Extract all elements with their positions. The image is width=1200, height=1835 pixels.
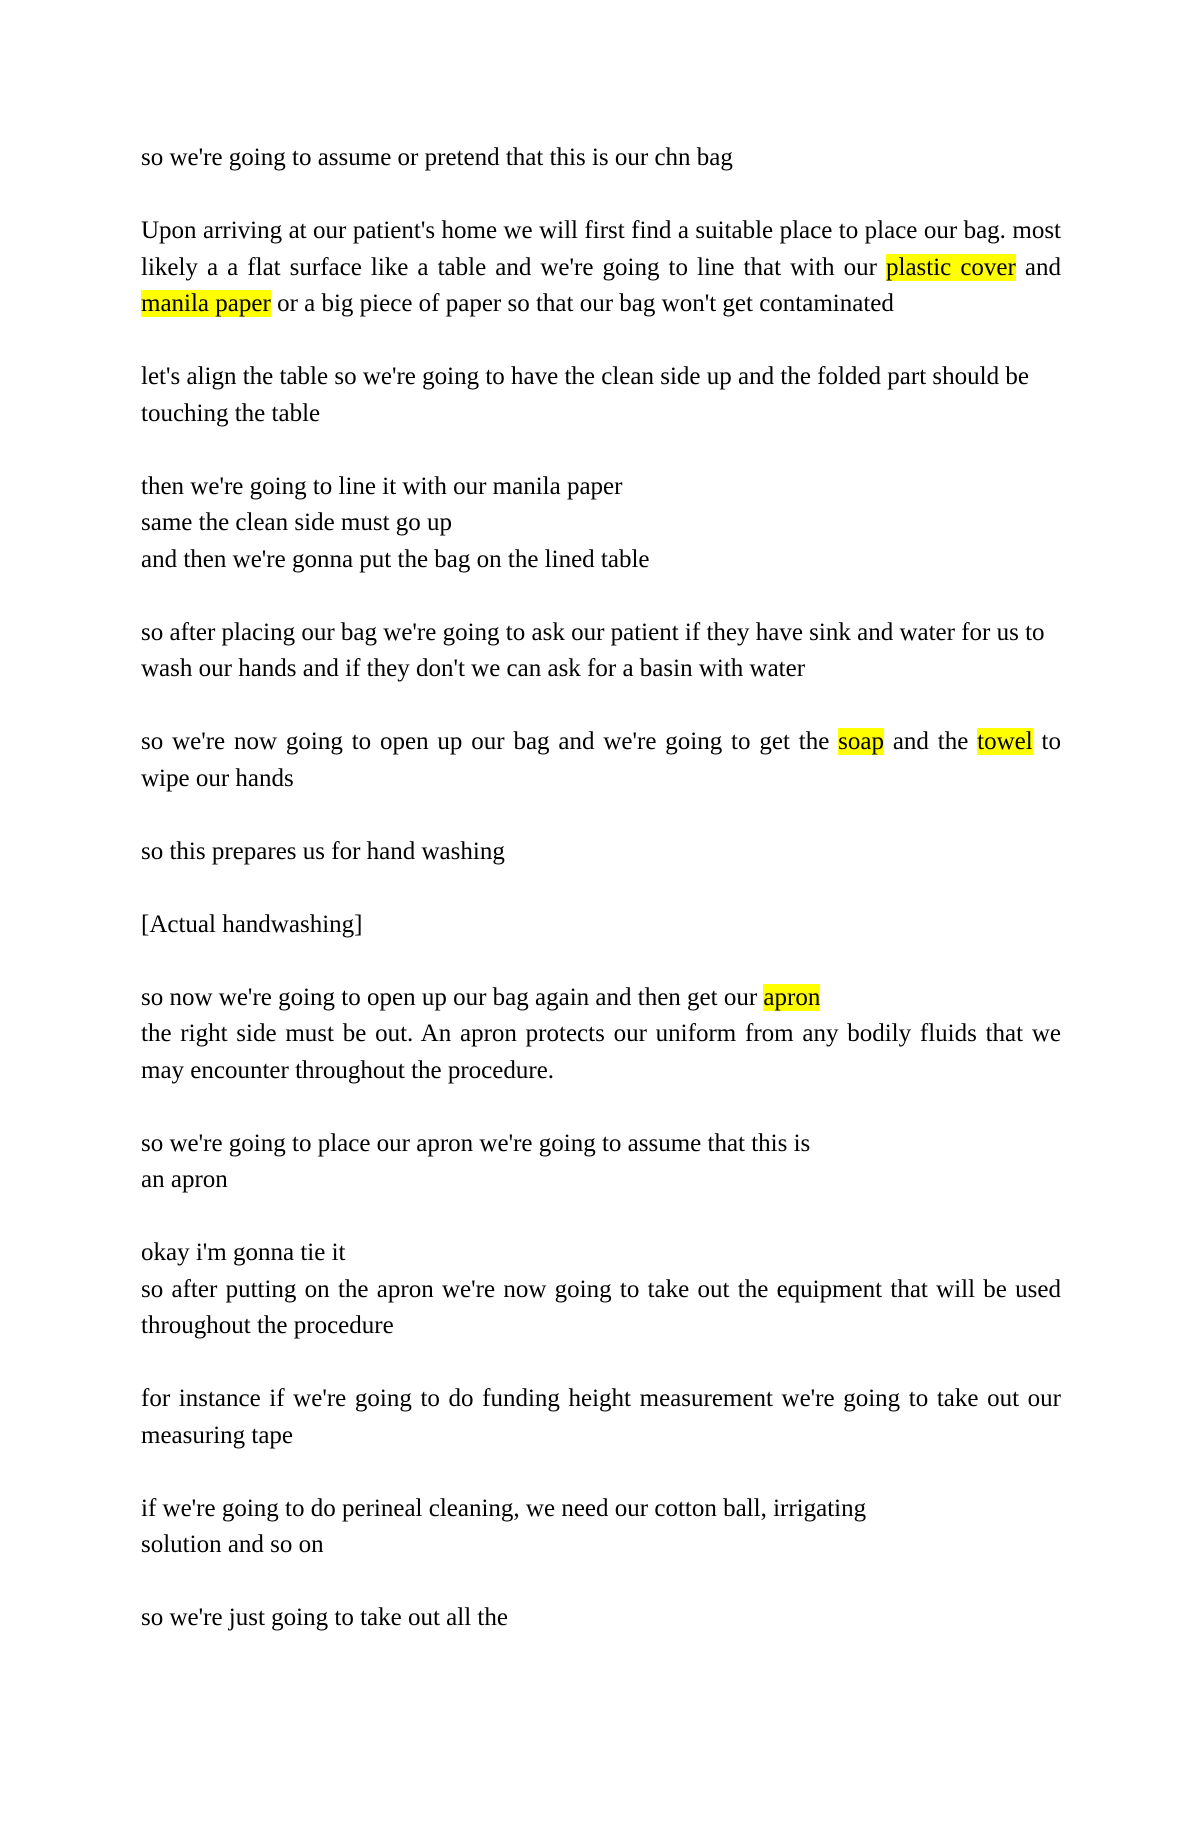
document-page — [141, 140, 1061, 1673]
paragraph-2-text-b: and — [1015, 253, 1061, 281]
paragraph-2 — [141, 213, 1061, 323]
paragraph-2-text-c: or a big piece of paper so that our bag won't get contaminated — [270, 290, 894, 317]
paragraph-11-line-1: okay i'm gonna tie it — [141, 1239, 346, 1266]
highlight-apron: apron — [763, 983, 821, 1011]
highlight-plastic-cover: plastic cover — [886, 253, 1016, 281]
paragraph-14-text: so we're just going to take out all the — [141, 1604, 508, 1631]
paragraph-14 — [141, 1600, 1061, 1637]
paragraph-10-line-1: so we're going to place our apron we're going to assume that this is — [141, 1129, 811, 1157]
highlight-soap: soap — [838, 728, 884, 755]
paragraph-12-text: for instance if we're going to do funding height measurement we're going to take out our measuring tape — [141, 1385, 1061, 1449]
paragraph-3-text: let's align the table so we're going to have the clean side up and the folded part should be touching the table — [141, 363, 1029, 427]
paragraph-9-line-2: the right side must be out. An apron protects our uniform from any bodily fluids that we may encounter throughout the procedure. — [141, 1020, 1061, 1084]
paragraph-8 — [141, 907, 1061, 944]
paragraph-5-text: so after placing our bag we're going to ask our patient if they have sink and water for us to wash our hands and if they don't we can ask for a basin with water — [141, 618, 1045, 682]
paragraph-3 — [141, 359, 1061, 432]
paragraph-4-line-2: same the clean side must go up — [141, 509, 453, 536]
paragraph-7-text: so this prepares us for hand washing — [141, 837, 505, 865]
paragraph-1-text: so we're going to assume or pretend that this is our chn bag — [141, 144, 733, 171]
paragraph-7 — [141, 834, 1061, 871]
paragraph-8-text: [Actual handwashing] — [141, 910, 363, 938]
paragraph-6 — [141, 724, 1061, 797]
paragraph-13 — [141, 1491, 1061, 1564]
paragraph-4-line-1: then we're going to line it with our manila paper — [141, 472, 623, 500]
paragraph-9-line-1 — [141, 980, 1061, 1017]
paragraph-13-line-1: if we're going to do perineal cleaning, we need our cotton ball, irrigating — [141, 1494, 867, 1522]
paragraph-11-line-2: so after putting on the apron we're now going to take out the equipment that will be used throughout the procedure — [141, 1275, 1061, 1339]
paragraph-6-text-b: and the — [883, 728, 978, 755]
paragraph-10 — [141, 1126, 1061, 1199]
paragraph-1 — [141, 140, 1061, 177]
paragraph-13-line-2: solution and so on — [141, 1531, 324, 1558]
paragraph-10-line-2: an apron — [141, 1166, 228, 1193]
paragraph-12 — [141, 1381, 1061, 1454]
paragraph-6-text-a: so we're now going to open up our bag and we're going to get the — [141, 728, 839, 755]
highlight-towel: towel — [977, 728, 1033, 755]
paragraph-4-line-3: and then we're gonna put the bag on the lined table — [141, 545, 650, 573]
paragraph-4 — [141, 469, 1061, 579]
paragraph-2-text-a: Upon arriving at our patient's home we will first find a suitable place to place our bag. most likely a a flat surface like a table and we're going to line that with our — [141, 217, 1061, 281]
highlight-manila-paper: manila paper — [141, 290, 271, 317]
paragraph-11 — [141, 1235, 1061, 1345]
paragraph-9-line-1-text: so now we're going to open up our bag again and then get our — [141, 983, 764, 1011]
paragraph-5 — [141, 615, 1061, 688]
paragraph-9 — [141, 980, 1061, 1090]
paragraph-6-text-c: to wipe our hands — [141, 728, 1061, 792]
